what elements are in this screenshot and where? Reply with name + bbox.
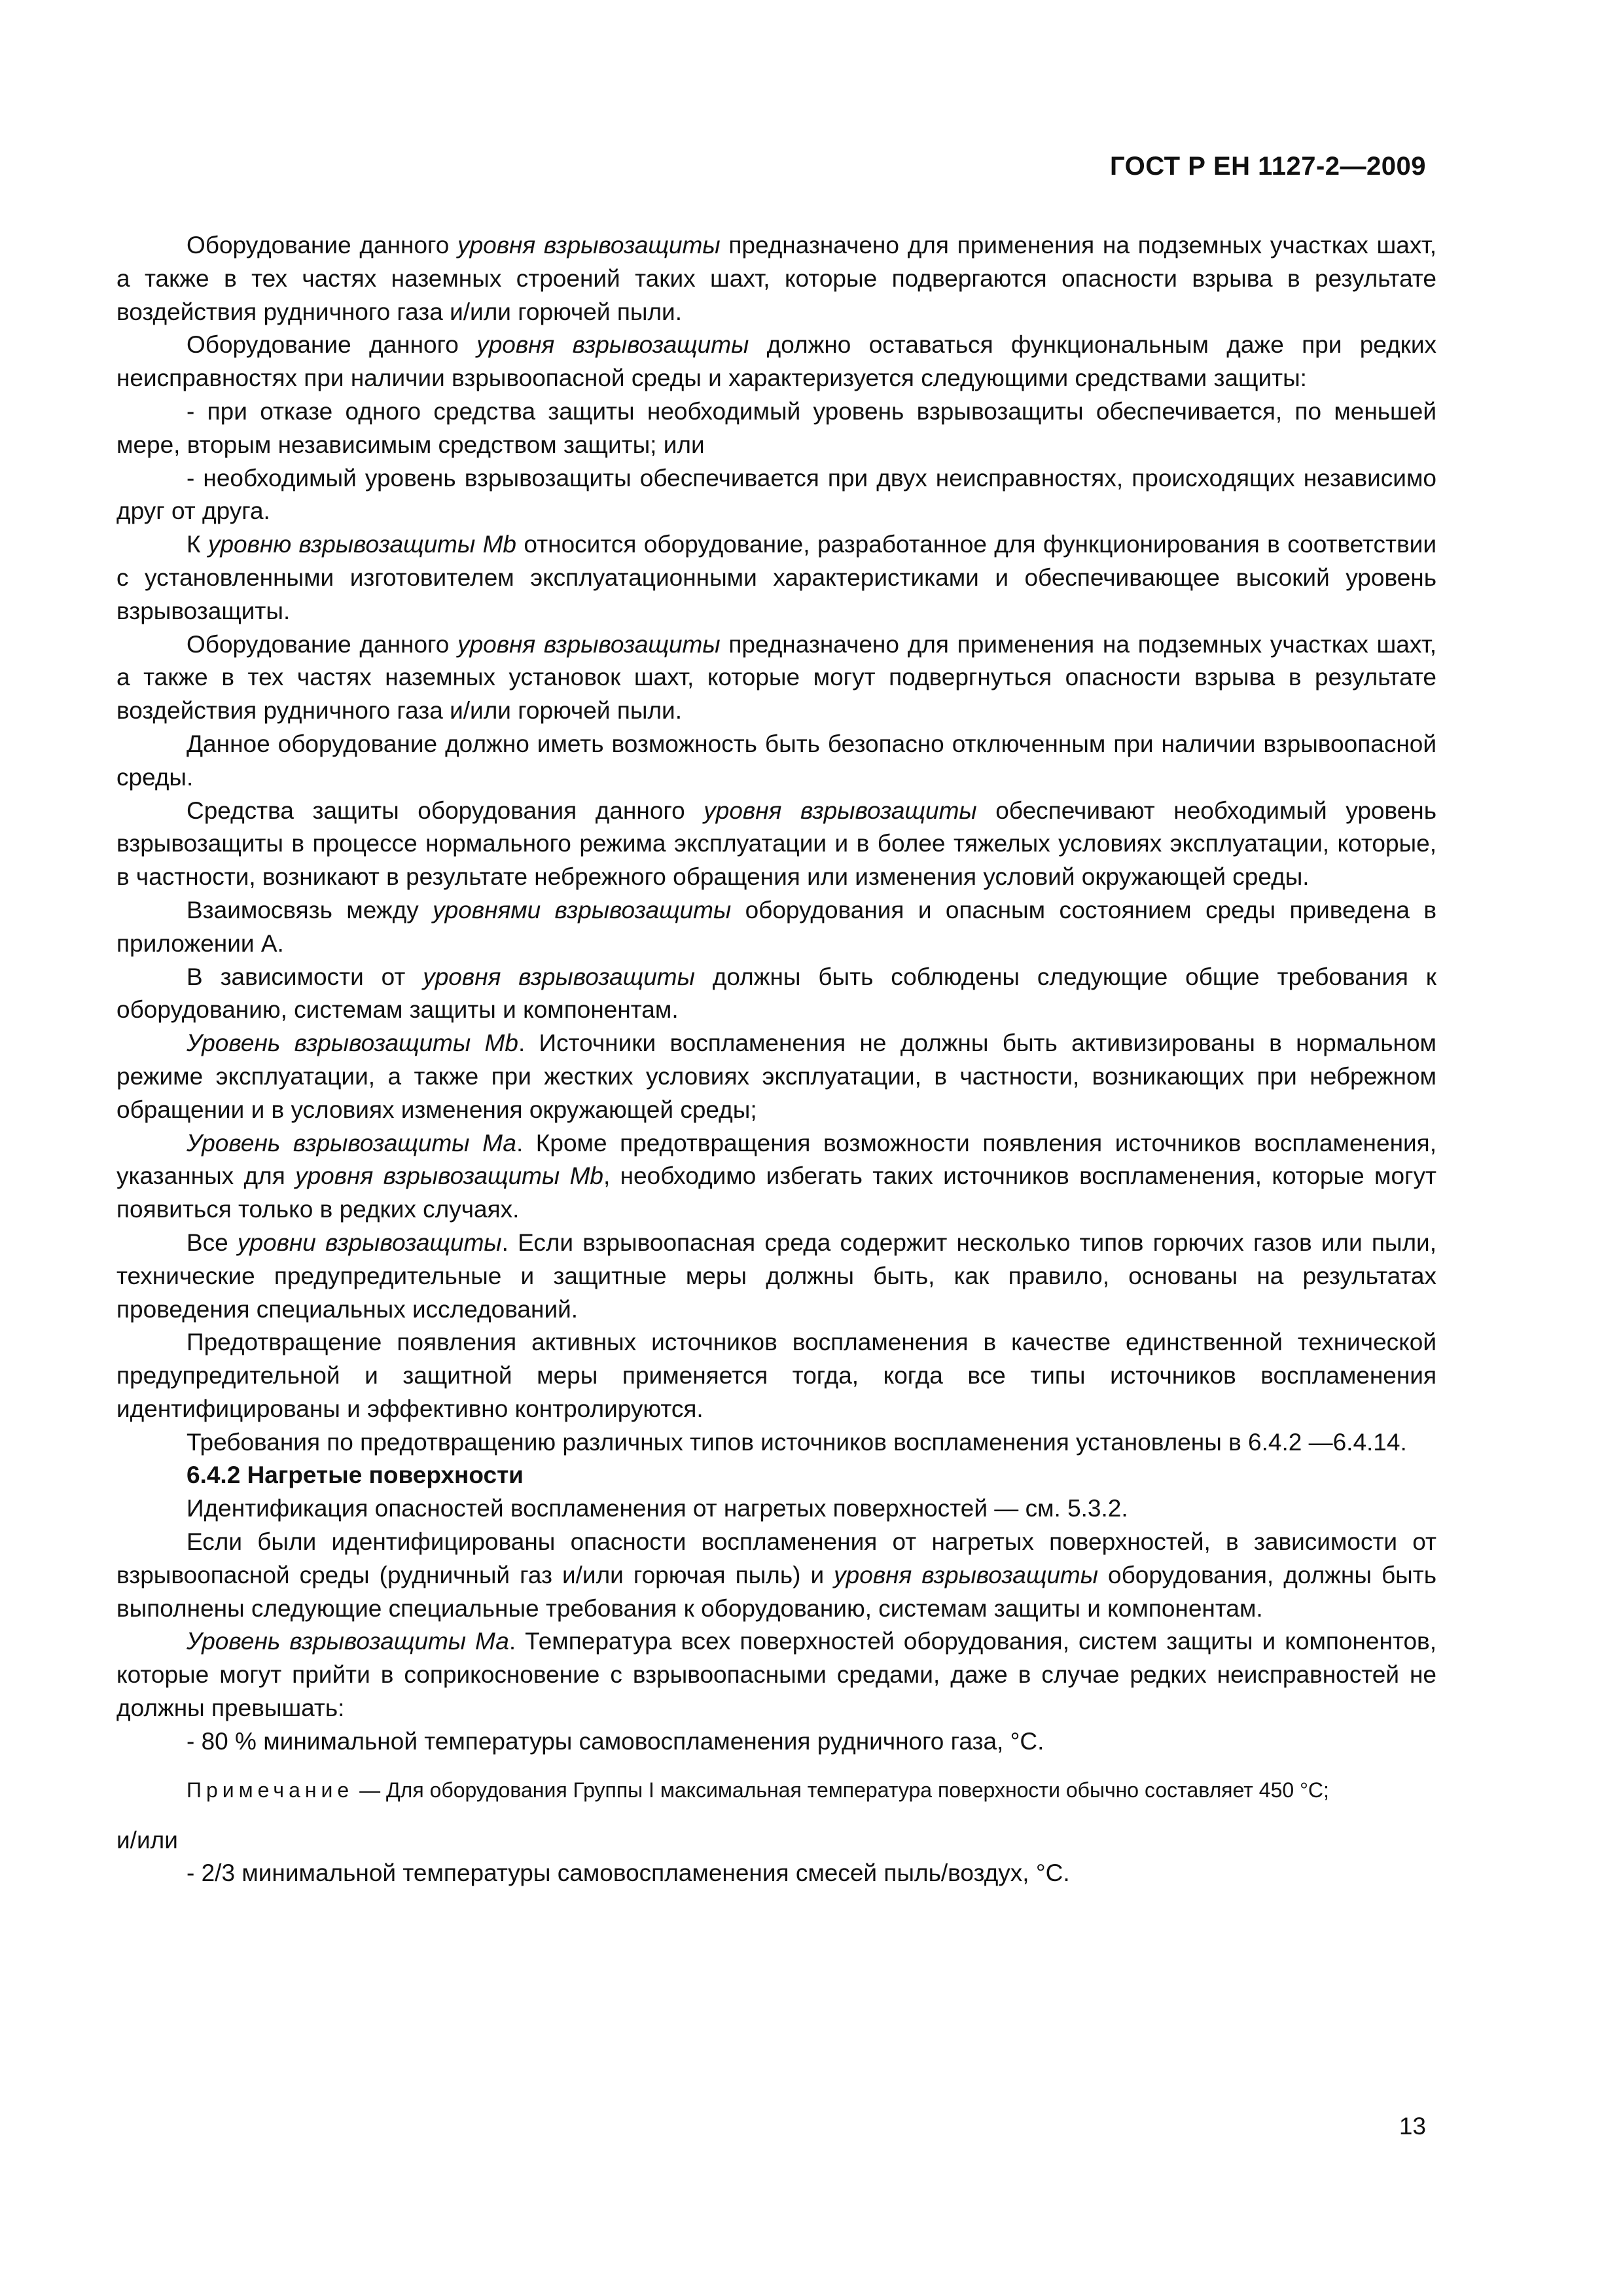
section-heading: 6.4.2 Нагретые поверхности (187, 1462, 524, 1489)
list-item: - при отказе одного средства защиты необходимый уровень взрывозащиты обеспечивается, по меньшей мере, вторым независимым средством защиты; или (116, 397, 1436, 458)
list-item: - необходимый уровень взрывозащиты обеспечивается при двух неисправностях, происходящих независимо друг от друга. (116, 464, 1436, 525)
paragraph: Все уровни взрывозащиты. Если взрывоопасная среда содержит несколько типов горючих газов или пыли, технические предупредительные и защитные меры должны быть, как правило, основаны на результатах проведения специальных исследований. (116, 1229, 1437, 1323)
body-text (116, 229, 1436, 1890)
note-text: — Для оборудования Группы I максимальная температура поверхности обычно составляет 450 °С; (353, 1778, 1329, 1802)
standard-header: ГОСТ Р ЕН 1127-2—2009 (1110, 152, 1426, 181)
list-item: - 80 % минимальной температуры самовоспламенения рудничного газа, °С. (187, 1727, 1044, 1755)
paragraph: В зависимости от уровня взрывозащиты должны быть соблюдены следующие общие требования к оборудованию, системам защиты и компонентам. (116, 963, 1436, 1024)
note (116, 1776, 1436, 1804)
paragraph: Средства защиты оборудования данного уровня взрывозащиты обеспечивают необходимый уровень взрывозащиты в процессе нормального режима эксплуатации и в более тяжелых условиях эксплуатации, которые, в частности, возникают в результате небрежного обращения или изменения условий окружающей среды. (116, 797, 1437, 891)
page-number: 13 (1399, 2113, 1426, 2140)
paragraph: Требования по предотвращению различных типов источников воспламенения установлены в 6.4.2 —6.4.14. (187, 1428, 1407, 1456)
paragraph: К уровню взрывозащиты Mb относится оборудование, разработанное для функционирования в соответствии с установленными изготовителем эксплуатационными характеристиками и обеспечивающее высокий уровень взрывозащиты. (116, 531, 1436, 624)
list-item: - 2/3 минимальной температуры самовоспламенения смесей пыль/воздух, °С. (187, 1859, 1070, 1887)
paragraph: Уровень взрывозащиты Ма. Температура всех поверхностей оборудования, систем защиты и компонентов, которые могут прийти в соприкосновение с взрывоопасными средами, даже в случае редких неисправностей не должны превышать: (116, 1628, 1436, 1722)
connector-text: и/или (116, 1826, 178, 1854)
note-label: Примечание (187, 1778, 354, 1802)
paragraph: Идентификация опасностей воспламенения от нагретых поверхностей — см. 5.3.2. (187, 1495, 1128, 1522)
paragraph: Оборудование данного уровня взрывозащиты предназначено для применения на подземных участках шахт, а также в тех частях наземных строений таких шахт, которые подвергаются опасности взрыва в результате воздействия рудничного газа и/или горючей пыли. (116, 232, 1437, 325)
paragraph: Оборудование данного уровня взрывозащиты должно оставаться функциональным даже при редких неисправностях при наличии взрывоопасной среды и характеризуется следующими средствами защиты: (116, 331, 1437, 392)
paragraph: Взаимосвязь между уровнями взрывозащиты оборудования и опасным состоянием среды приведена в приложении А. (116, 896, 1436, 957)
paragraph: Оборудование данного уровня взрывозащиты предназначено для применения на подземных участках шахт, а также в тех частях наземных установок шахт, которые могут подвергнуться опасности взрыва в результате воздействия рудничного газа и/или горючей пыли. (116, 630, 1437, 725)
paragraph: Уровень взрывозащиты Mb. Источники воспламенения не должны быть активизированы в нормальном режиме эксплуатации, а также при жестких условиях эксплуатации, в частности, возникающих при небрежном обращении и в условиях изменения окружающей среды; (116, 1030, 1436, 1123)
paragraph: Предотвращение появления активных источников воспламенения в качестве единственной технической предупредительной и защитной меры применяется тогда, когда все типы источников воспламенения идентифицированы и эффективно контролируются. (116, 1329, 1436, 1422)
paragraph: Данное оборудование должно иметь возможность быть безопасно отключенным при наличии взрывоопасной среды. (116, 730, 1436, 791)
paragraph: Уровень взрывозащиты Ма. Кроме предотвращения возможности появления источников воспламенения, указанных для уровня взрывозащиты Mb, необходимо избегать таких источников воспламенения, которые могут появиться только в редких случаях. (116, 1129, 1436, 1223)
paragraph: Если были идентифицированы опасности воспламенения от нагретых поверхностей, в зависимости от взрывоопасной среды (рудничный газ и/или горючая пыль) и уровня взрывозащиты оборудования, должны быть выполнены следующие специальные требования к оборудованию, системам защиты и компонентам. (116, 1528, 1436, 1622)
